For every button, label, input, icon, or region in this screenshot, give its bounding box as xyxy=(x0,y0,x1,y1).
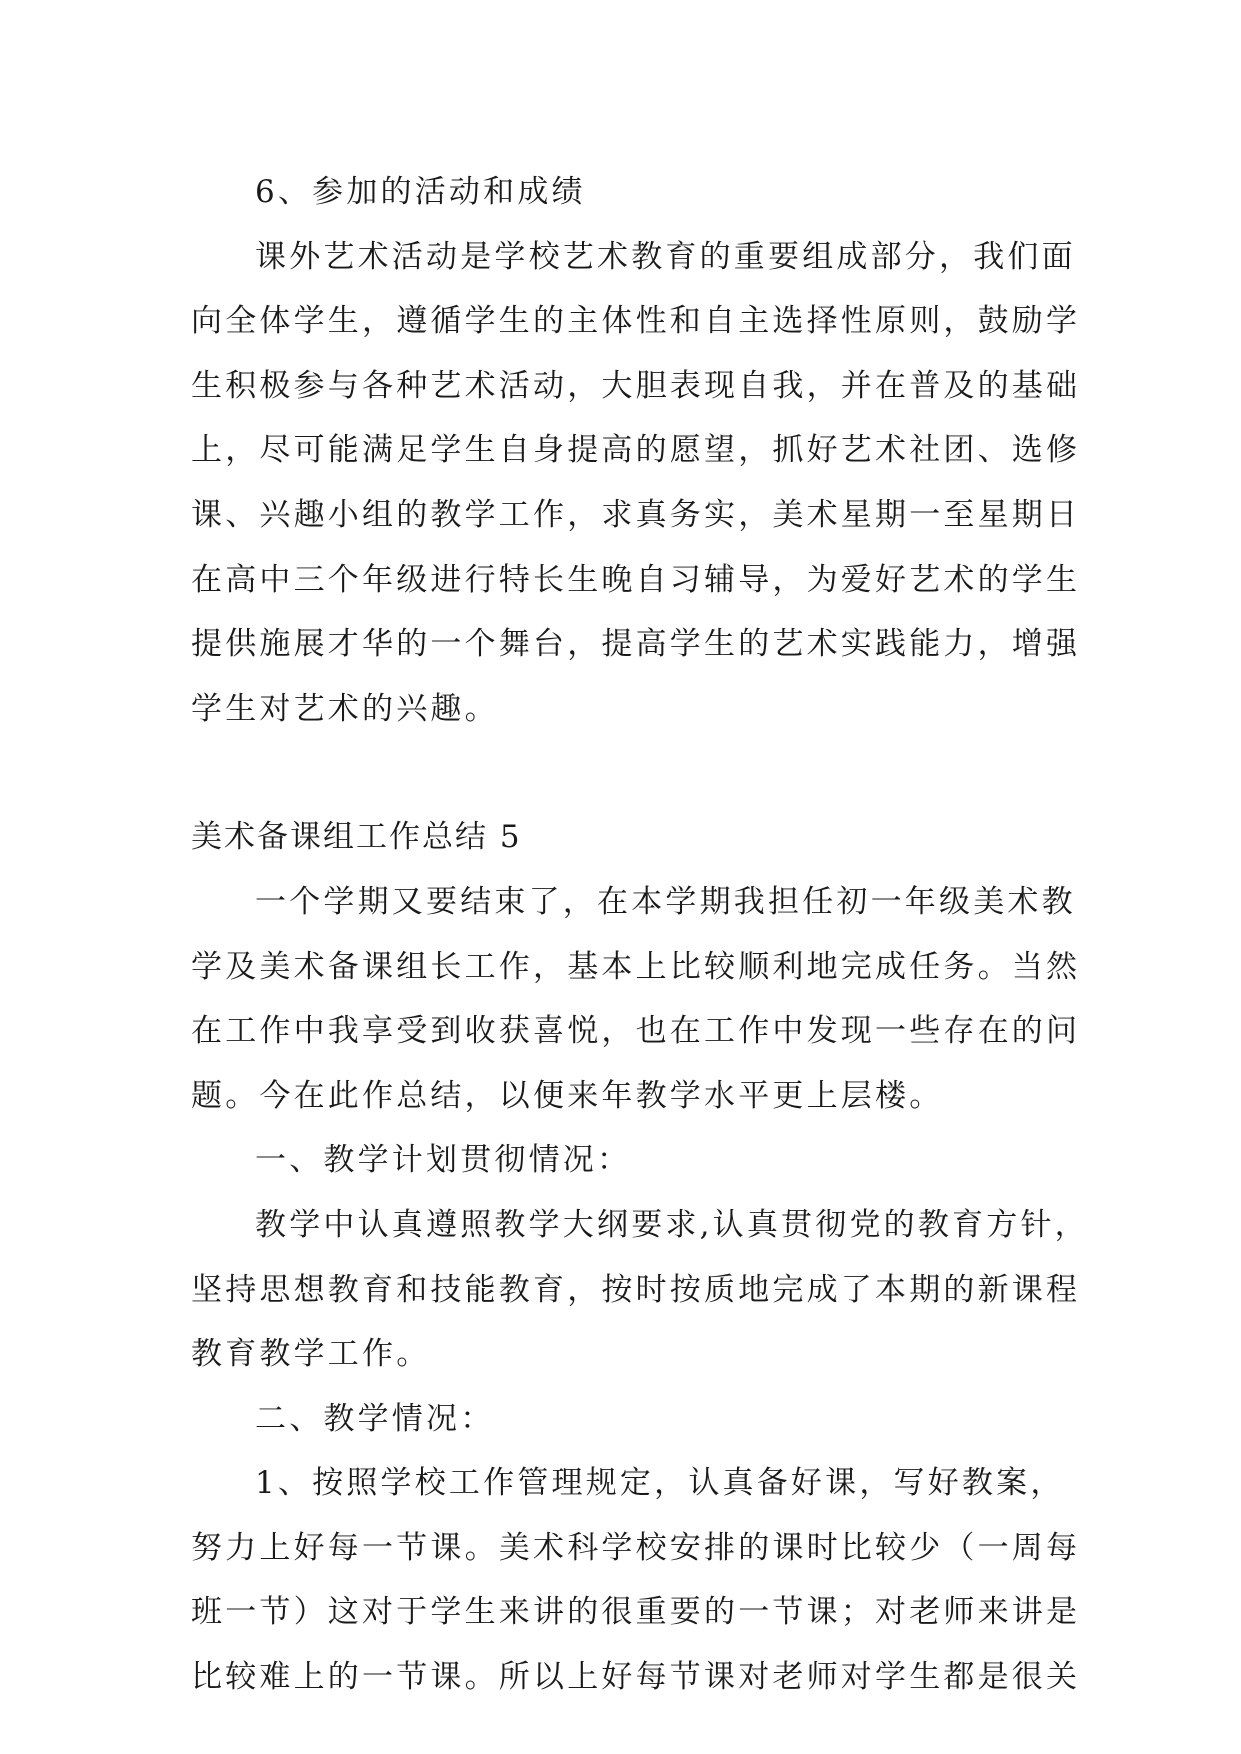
document-section-title: 美术备课组工作总结 5 xyxy=(191,819,522,856)
paragraph-teaching-plan xyxy=(191,1193,1089,1387)
paragraph-line: 生积极参与各种艺术活动，大胆表现自我，并在普及的基础 xyxy=(191,367,1081,404)
paragraph-line: 在工作中我享受到收获喜悦，也在工作中发现一些存在的问 xyxy=(191,1013,1081,1050)
paragraph-line: 题。今在此作总结，以便来年教学水平更上层楼。 xyxy=(191,1077,944,1114)
paragraph-line: 在高中三个年级进行特长生晚自习辅导，为爱好艺术的学生 xyxy=(191,561,1081,598)
paragraph-line: 1、按照学校工作管理规定，认真备好课，写好教案， xyxy=(255,1465,1065,1502)
paragraph-line: 上，尽可能满足学生自身提高的愿望，抓好艺术社团、选修 xyxy=(191,432,1081,469)
section-spacer xyxy=(191,741,1051,805)
paragraph-activities xyxy=(191,225,1081,742)
section-heading-teaching-plan: 一、教学计划贯彻情况： xyxy=(255,1142,632,1179)
paragraph-line: 教学中认真遵照教学大纲要求,认真贯彻党的教育方针， xyxy=(255,1206,1089,1243)
paragraph-line: 提供施展才华的一个舞台，提高学生的艺术实践能力，增强 xyxy=(191,626,1081,663)
paragraph-line: 一个学期又要结束了，在本学期我担任初一年级美术教 xyxy=(255,883,1076,920)
paragraph-line: 班一节）这对于学生来讲的很重要的一节课；对老师来讲是 xyxy=(191,1594,1081,1631)
paragraph-line: 教育教学工作。 xyxy=(191,1336,431,1373)
paragraph-line: 坚持思想教育和技能教育，按时按质地完成了本期的新课程 xyxy=(191,1271,1081,1308)
paragraph-line: 课、兴趣小组的教学工作，求真务实，美术星期一至星期日 xyxy=(191,496,1081,533)
section-heading-activities: 6、参加的活动和成绩 xyxy=(255,174,586,210)
paragraph-line: 课外艺术活动是学校艺术教育的重要组成部分，我们面 xyxy=(255,238,1076,275)
paragraph-intro xyxy=(191,870,1081,1128)
document-body xyxy=(191,160,1089,1710)
paragraph-line: 比较难上的一节课。所以上好每节课对老师对学生都是很关 xyxy=(191,1659,1081,1696)
paragraph-line: 学生对艺术的兴趣。 xyxy=(191,690,499,727)
paragraph-line: 向全体学生，遵循学生的主体性和自主选择性原则，鼓励学 xyxy=(191,303,1081,340)
paragraph-line: 学及美术备课组长工作，基本上比较顺利地完成任务。当然 xyxy=(191,948,1081,985)
section-heading-teaching-situation: 二、教学情况： xyxy=(255,1400,495,1437)
paragraph-line: 努力上好每一节课。美术科学校安排的课时比较少（一周每 xyxy=(191,1529,1081,1566)
paragraph-teaching-situation xyxy=(191,1451,1081,1709)
